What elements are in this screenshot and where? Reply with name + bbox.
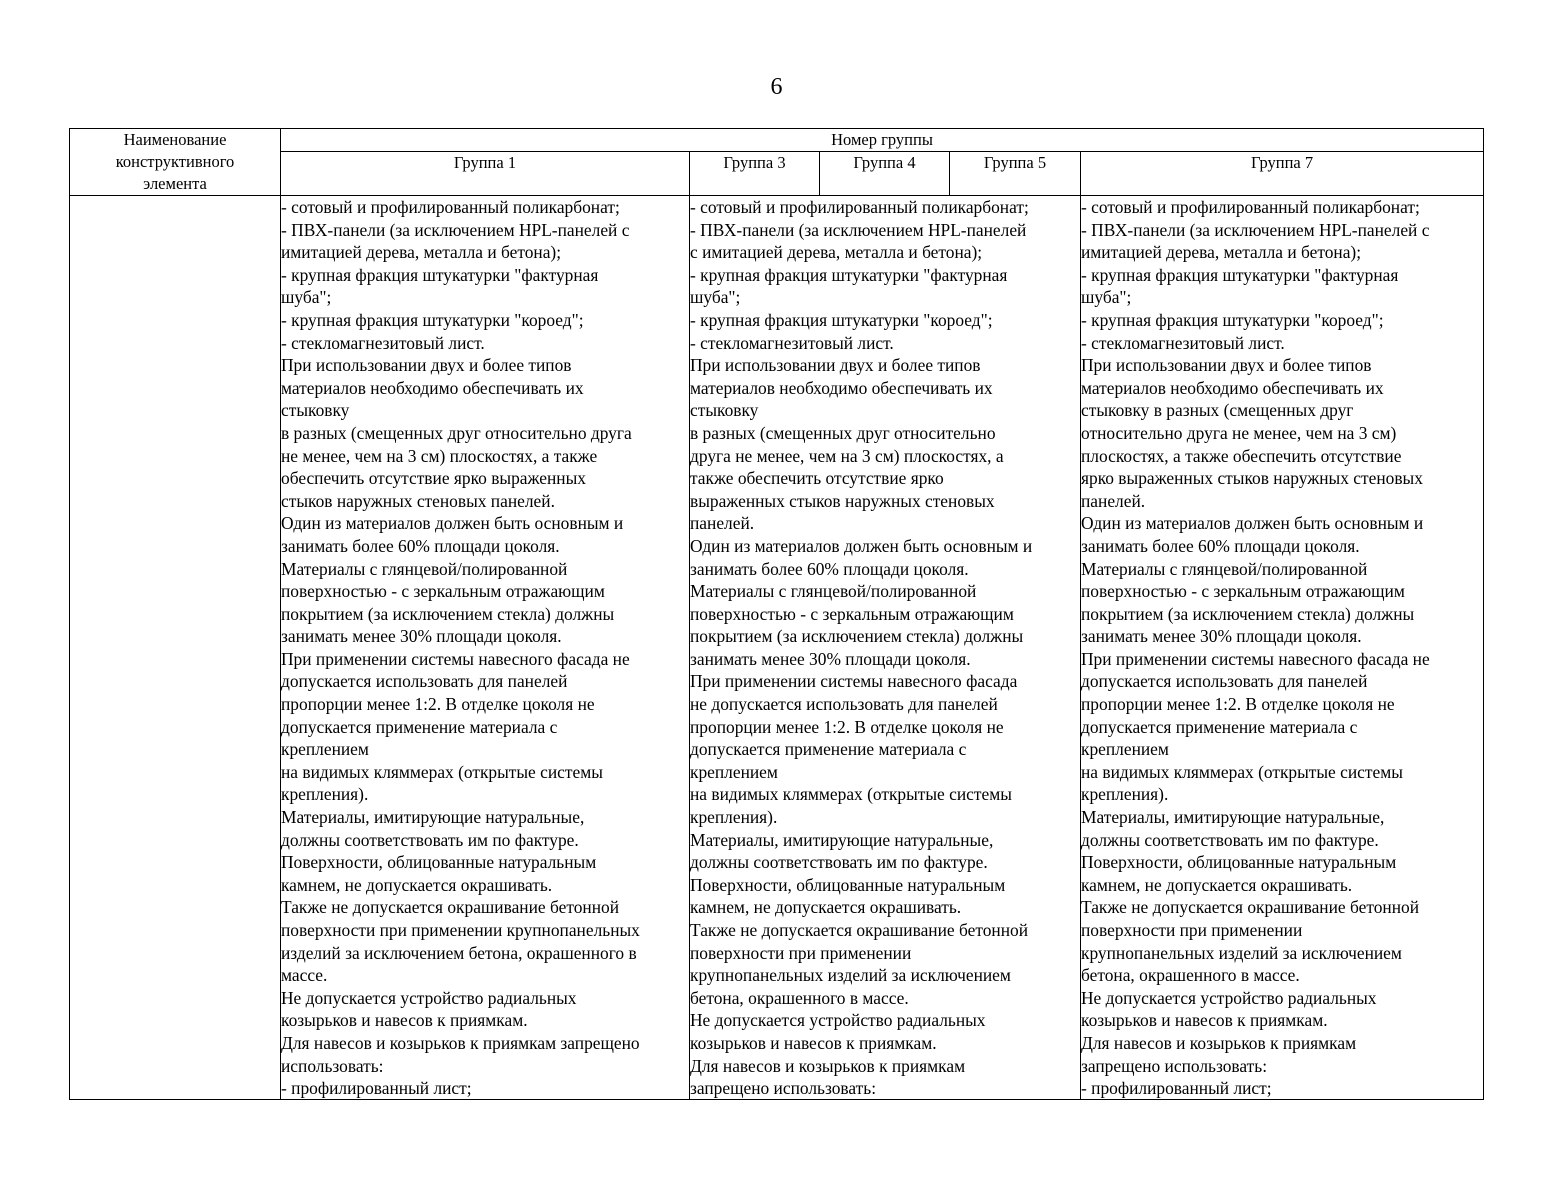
requirements-table — [69, 128, 1484, 1100]
text-line: При использовании двух и более типов — [281, 355, 572, 376]
page-number: 6 — [770, 74, 783, 100]
text-line: Материалы, имитирующие натуральные, — [281, 807, 585, 828]
header-element-name — [70, 129, 281, 196]
text-line: Материалы с глянцевой/полированной — [1081, 558, 1368, 579]
text-line: При применении системы навесного фасада не — [1081, 648, 1430, 669]
text-line: использовать: — [281, 1055, 384, 1076]
text-line: ярко выраженных стыков наружных стеновых — [1081, 468, 1423, 489]
text-line: - сотовый и профилированный поликарбонат; — [281, 197, 620, 217]
text-line: - крупная фракция штукатурки "короед"; — [690, 309, 993, 330]
text-line: обеспечить отсутствие ярко выраженных — [281, 468, 586, 489]
text-line: Не допускается устройство радиальных — [1081, 987, 1377, 1008]
text-line: на видимых кляммерах (открытые системы — [690, 784, 1012, 805]
header-group-1: Группа 1 — [281, 152, 690, 196]
text-line: Не допускается устройство радиальных — [281, 987, 577, 1008]
text-line: креплением — [1081, 739, 1169, 760]
text-line: Также не допускается окрашивание бетонной — [690, 920, 1029, 940]
text-line: материалов необходимо обеспечивать их — [1081, 377, 1384, 398]
group-7-text — [1081, 196, 1483, 1099]
text-line: шуба"; — [690, 287, 741, 308]
group-3-5-cell — [690, 196, 1081, 1100]
text-line: камнем, не допускается окрашивать. — [690, 897, 962, 918]
header-group-number: Номер группы — [281, 129, 1484, 152]
text-line: занимать менее 30% площади цоколя. — [281, 626, 562, 647]
text-line: - стекломагнезитовый лист. — [690, 332, 894, 353]
text-line: креплением — [690, 761, 778, 782]
text-line: в разных (смещенных друг относительно — [690, 422, 996, 443]
header-group-7: Группа 7 — [1081, 152, 1484, 196]
text-line: допускается использовать для панелей — [281, 671, 568, 692]
group-1-cell — [281, 196, 690, 1100]
text-line: допускается применение материала с — [281, 716, 558, 737]
text-line: не менее, чем на 3 см) плоскостях, а также — [281, 445, 598, 466]
text-line: занимать менее 30% площади цоколя. — [1081, 626, 1362, 647]
text-line: выраженных стыков наружных стеновых — [690, 490, 995, 511]
text-line: - стекломагнезитовый лист. — [1081, 332, 1285, 353]
text-line: - крупная фракция штукатурки "фактурная — [281, 264, 599, 285]
text-line: плоскостях, а также обеспечить отсутствие — [1081, 445, 1402, 466]
header-group-4: Группа 4 — [820, 152, 950, 196]
text-line: материалов необходимо обеспечивать их — [281, 377, 584, 398]
text-line: Для навесов и козырьков к приямкам запрещено — [281, 1032, 640, 1053]
text-line: бетона, окрашенного в массе. — [1081, 965, 1300, 986]
group-3-5-text — [690, 196, 1080, 1099]
group-1-text — [281, 196, 689, 1099]
text-line: - стекломагнезитовый лист. — [281, 332, 485, 353]
text-line: - ПВХ-панели (за исключением HPL-панелей — [690, 219, 1027, 240]
text-line: камнем, не допускается окрашивать. — [1081, 874, 1353, 895]
text-line: поверхностью - с зеркальным отражающим — [281, 581, 605, 602]
text-line: с имитацией дерева, металла и бетона); — [690, 242, 983, 263]
text-line: покрытием (за исключением стекла) должны — [281, 603, 615, 624]
text-line: Материалы, имитирующие натуральные, — [1081, 807, 1385, 828]
text-line: массе. — [281, 965, 328, 986]
text-line: должны соответствовать им по фактуре. — [1081, 829, 1379, 850]
text-line: крупнопанельных изделий за исключением — [690, 965, 1011, 986]
text-line: Для навесов и козырьков к приямкам — [1081, 1032, 1357, 1053]
text-line: козырьков и навесов к приямкам. — [690, 1032, 937, 1053]
text-line: - крупная фракция штукатурки "фактурная — [1081, 264, 1399, 285]
text-line: панелей. — [690, 513, 755, 534]
text-line: шуба"; — [281, 287, 332, 308]
text-line: Для навесов и козырьков к приямкам — [690, 1055, 966, 1076]
element-name-text — [70, 196, 280, 1099]
text-line: пропорции менее 1:2. В отделке цоколя не — [281, 694, 595, 715]
text-line: панелей. — [1081, 490, 1146, 511]
text-line: креплением — [281, 739, 369, 760]
header-element-name-text: Наименование конструктивного элемента — [115, 130, 235, 193]
text-line: материалов необходимо обеспечивать их — [690, 377, 993, 398]
text-line: При использовании двух и более типов — [1081, 355, 1372, 376]
text-line: Также не допускается окрашивание бетонной — [281, 897, 620, 918]
text-line: поверхности при применении — [690, 942, 912, 963]
text-line: допускается использовать для панелей — [1081, 671, 1368, 692]
text-line: запрещено использовать: — [690, 1078, 877, 1099]
text-line: должны соответствовать им по фактуре. — [690, 852, 988, 873]
text-line: имитацией дерева, металла и бетона); — [1081, 242, 1362, 263]
text-line: поверхности при применении крупнопанельных — [281, 920, 640, 940]
text-line: допускается применение материала с — [1081, 716, 1358, 737]
text-line: - ПВХ-панели (за исключением HPL-панелей с — [1081, 219, 1430, 240]
text-line: изделий за исключением бетона, окрашенного в — [281, 942, 637, 963]
text-line: допускается применение материала с — [690, 739, 967, 760]
text-line: занимать более 60% площади цоколя. — [690, 558, 969, 579]
text-line: покрытием (за исключением стекла) должны — [1081, 603, 1415, 624]
text-line: в разных (смещенных друг относительно друга — [281, 422, 632, 443]
text-line: - сотовый и профилированный поликарбонат; — [1081, 197, 1420, 217]
text-line: крупнопанельных изделий за исключением — [1081, 942, 1402, 963]
group-7-cell — [1081, 196, 1484, 1100]
text-line: - сотовый и профилированный поликарбонат; — [690, 197, 1029, 217]
text-line: козырьков и навесов к приямкам. — [281, 1010, 528, 1031]
text-line: стыковку в разных (смещенных друг — [1081, 400, 1354, 421]
text-line: крепления). — [281, 784, 369, 805]
text-line: занимать более 60% площади цоколя. — [281, 535, 560, 556]
text-line: пропорции менее 1:2. В отделке цоколя не — [1081, 694, 1395, 715]
text-line: Один из материалов должен быть основным и — [690, 535, 1033, 556]
text-line: должны соответствовать им по фактуре. — [281, 829, 579, 850]
text-line: крепления). — [1081, 784, 1169, 805]
text-line: покрытием (за исключением стекла) должны — [690, 626, 1024, 647]
text-line: Один из материалов должен быть основным и — [281, 513, 624, 534]
text-line: пропорции менее 1:2. В отделке цоколя не — [690, 716, 1004, 737]
text-line: Поверхности, облицованные натуральным — [281, 852, 597, 873]
text-line: При применении системы навесного фасада не — [281, 648, 630, 669]
text-line: Материалы, имитирующие натуральные, — [690, 829, 994, 850]
text-line: также обеспечить отсутствие ярко — [690, 468, 944, 489]
element-name-cell — [70, 196, 281, 1100]
text-line: - профилированный лист; — [281, 1078, 472, 1099]
text-line: При использовании двух и более типов — [690, 355, 981, 376]
text-line: поверхностью - с зеркальным отражающим — [690, 603, 1014, 624]
text-line: - крупная фракция штукатурки "фактурная — [690, 264, 1008, 285]
text-line: козырьков и навесов к приямкам. — [1081, 1010, 1328, 1031]
text-line: Также не допускается окрашивание бетонной — [1081, 897, 1420, 918]
text-line: друга не менее, чем на 3 см) плоскостях, а — [690, 445, 1004, 466]
text-line: шуба"; — [1081, 287, 1132, 308]
text-line: При применении системы навесного фасада — [690, 671, 1018, 692]
text-line: стыковку — [690, 400, 759, 421]
text-line: относительно друга не менее, чем на 3 см) — [1081, 422, 1397, 443]
text-line: крепления). — [690, 807, 778, 828]
text-line: - профилированный лист; — [1081, 1078, 1272, 1099]
text-line: стыков наружных стеновых панелей. — [281, 490, 555, 511]
text-line: Поверхности, облицованные натуральным — [690, 874, 1006, 895]
text-line: поверхности при применении — [1081, 920, 1303, 940]
text-line: имитацией дерева, металла и бетона); — [281, 242, 562, 263]
header-group-5: Группа 5 — [950, 152, 1081, 196]
text-line: не допускается использовать для панелей — [690, 694, 998, 715]
text-line: поверхностью - с зеркальным отражающим — [1081, 581, 1405, 602]
text-line: занимать менее 30% площади цоколя. — [690, 648, 971, 669]
text-line: на видимых кляммерах (открытые системы — [1081, 761, 1403, 782]
text-line: - ПВХ-панели (за исключением HPL-панелей с — [281, 219, 630, 240]
text-line: - крупная фракция штукатурки "короед"; — [1081, 309, 1384, 330]
text-line: Материалы с глянцевой/полированной — [281, 558, 568, 579]
text-line: занимать более 60% площади цоколя. — [1081, 535, 1360, 556]
text-line: - крупная фракция штукатурки "короед"; — [281, 309, 584, 330]
text-line: Один из материалов должен быть основным и — [1081, 513, 1424, 534]
text-line: Материалы с глянцевой/полированной — [690, 581, 977, 602]
text-line: запрещено использовать: — [1081, 1055, 1268, 1076]
text-line: Поверхности, облицованные натуральным — [1081, 852, 1397, 873]
text-line: стыковку — [281, 400, 350, 421]
header-group-3: Группа 3 — [690, 152, 820, 196]
text-line: камнем, не допускается окрашивать. — [281, 874, 553, 895]
text-line: Не допускается устройство радиальных — [690, 1010, 986, 1031]
text-line: на видимых кляммерах (открытые системы — [281, 761, 603, 782]
text-line: бетона, окрашенного в массе. — [690, 987, 909, 1008]
